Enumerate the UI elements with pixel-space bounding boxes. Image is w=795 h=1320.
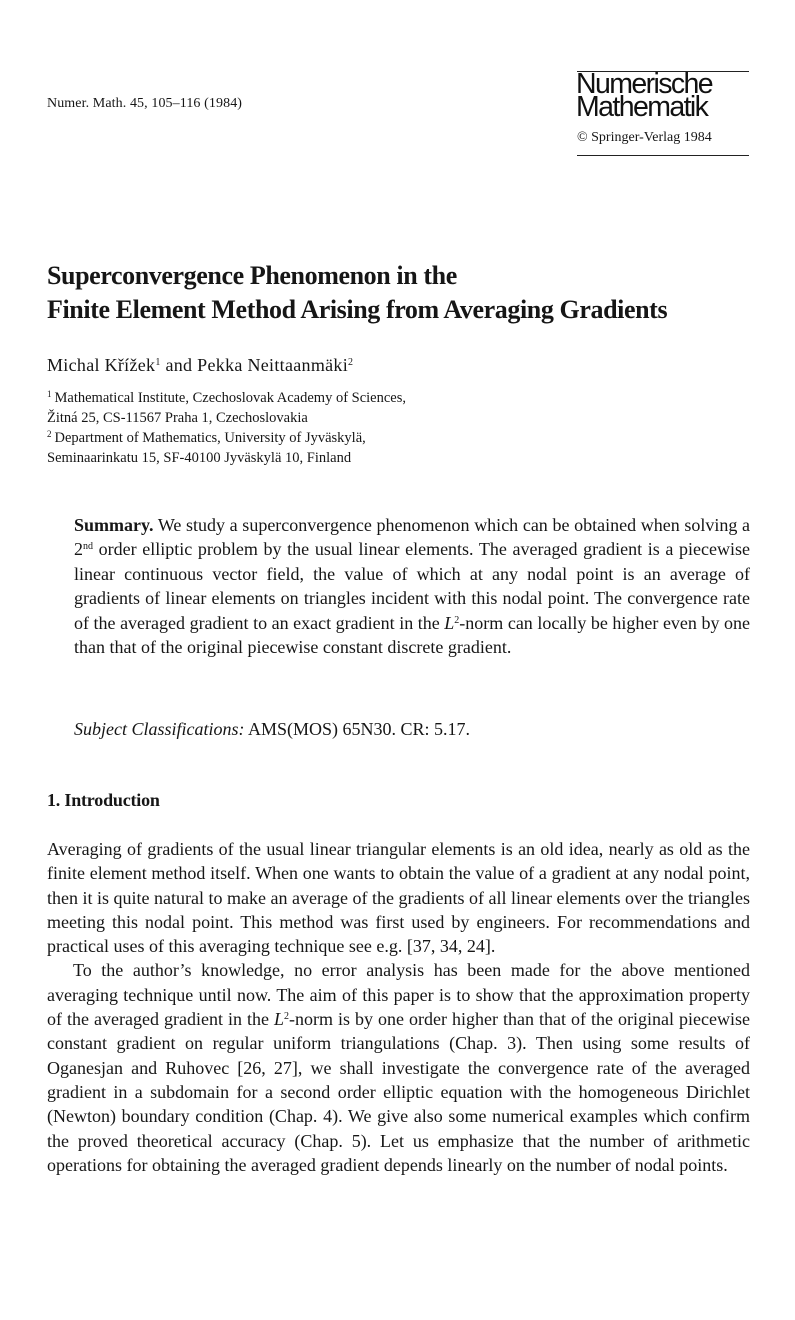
author-list	[47, 355, 353, 376]
paragraph	[47, 958, 750, 1177]
paper-title-line1: Superconvergence Phenomenon in the	[47, 261, 457, 290]
section-heading: 1. Introduction	[47, 790, 160, 810]
summary-text: We study a superconvergence phenomenon which can be obtained when solving a 2	[74, 515, 750, 560]
affiliation-line: Seminaarinkatu 15, SF-40100 Jyväskylä 10, Finland	[47, 450, 352, 466]
paragraph: Averaging of gradients of the usual linear triangular elements is an old idea, nearly as old as the finite element method itself. When one wants to obtain the value of a gradient at any nodal point, then it is quite natural to make an average of the gradients of all linear elements over the triangles meeting this nodal point. This method was first used by engineers. For recommendations and practical uses of this averaging technique see e.g. [37, 34, 24].	[47, 839, 750, 957]
journal-citation: Numer. Math. 45, 105–116 (1984)	[47, 96, 243, 111]
superscript: 2	[284, 1011, 289, 1023]
affiliation-line	[47, 388, 406, 408]
affiliation-line: Žitná 25, CS-11567 Praha 1, Czechoslovakia	[47, 410, 308, 426]
math-symbol: L	[444, 612, 455, 633]
summary-text: order elliptic problem by the usual linear elements. The averaged gradient is a piecewise linear continuous vector field, the value of which at any nodal point is an average of gradients of linear elements on triangles incident with this nodal point. The convergence rate of the averaged gradient to an exact gradient in the	[74, 539, 750, 633]
affiliation-mark: 2	[47, 429, 52, 439]
journal-rule-bottom	[577, 155, 749, 156]
affiliation-text: Mathematical Institute, Czechoslovak Academy of Sciences,	[54, 390, 407, 406]
journal-name-line2: Mathematik	[576, 91, 708, 123]
author-affiliation-mark: 2	[348, 357, 354, 368]
author-name: Michal Křížek	[47, 355, 156, 375]
subject-value: AMS(MOS) 65N30. CR: 5.17.	[244, 719, 471, 739]
journal-name-line1: Numerische	[576, 68, 713, 100]
affiliation-line	[47, 428, 406, 448]
introduction-body	[47, 837, 750, 1177]
math-symbol: L	[273, 1009, 284, 1030]
summary-label: Summary.	[74, 515, 154, 535]
paragraph-text: -norm is by one order higher than that of the original piecewise constant gradient on regular uniform triangulations (Chap. 3). Then using some results of Oganesjan and Ruhovec [26, 27], we shall investigate the convergence rate of the averaged gradient in a subdomain for a second order elliptic equation with the homogeneous Dirichlet (Newton) boundary condition (Chap. 4). We give also some numerical examples which confirm the proved theoretical accuracy (Chap. 5). Let us emphasize that the number of arithmetic operations for obtaining the averaged gradient depends linearly on the number of nodal points.	[47, 1009, 750, 1175]
subject-label: Subject Classifications:	[74, 719, 245, 739]
superscript: nd	[83, 541, 93, 553]
affiliations	[47, 388, 406, 468]
paper-title-line2: Finite Element Method Arising from Averaging Gradients	[47, 295, 668, 324]
subject-classifications	[74, 719, 470, 740]
paragraph-text: To the author’s knowledge, no error analysis has been made for the above mentioned averaging technique until now. The aim of this paper is to show that the approximation property of the averaged gradient in the	[47, 960, 750, 1030]
superscript: 2	[454, 614, 460, 626]
paper-title	[47, 259, 767, 327]
author-affiliation-mark: 1	[155, 357, 161, 368]
copyright-notice: © Springer-Verlag 1984	[577, 130, 712, 145]
journal-logo	[576, 68, 756, 123]
summary-abstract	[74, 513, 750, 659]
author-connector: and	[160, 355, 198, 375]
affiliation-text: Department of Mathematics, University of Jyväskylä,	[54, 430, 366, 446]
author-name: Pekka Neittaanmäki	[197, 355, 349, 375]
affiliation-mark: 1	[47, 389, 52, 399]
summary-text: -norm can locally be higher even by one than that of the original piecewise constant discrete gradient.	[74, 612, 750, 658]
